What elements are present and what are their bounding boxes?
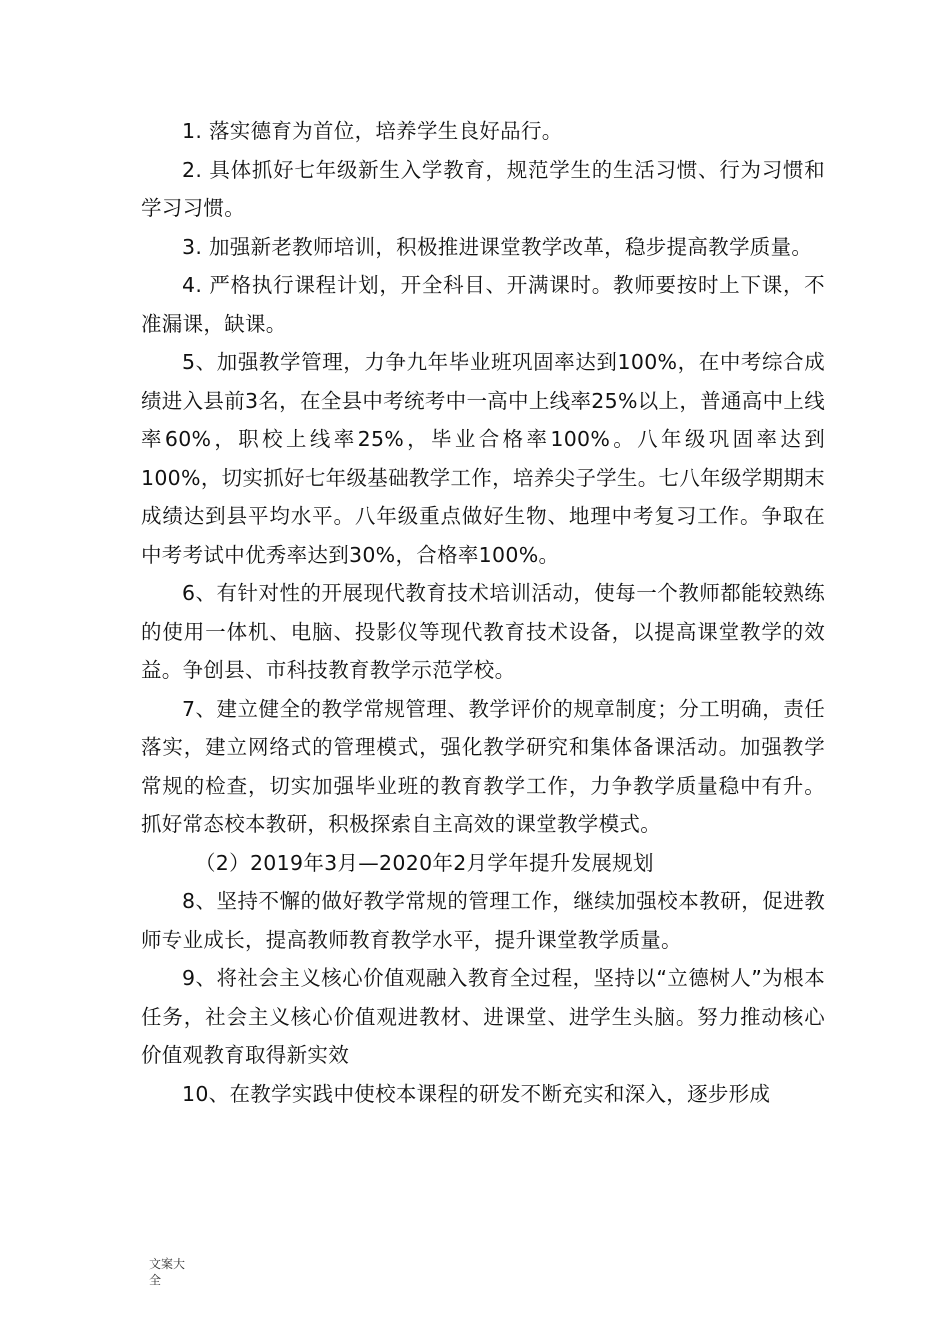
paragraph-5: 5、加强教学管理，力争九年毕业班巩固率达到100%，在中考综合成绩进入县前3名，在全县中考统考中一高中上线率25%以上，普通高中上线率60%，职校上线率25%，毕业合格率100%。八年级巩固率达到100%，切实抓好七年级基础教学工作，培养尖子学生。七八年级学期期末成绩达到县平均水平。八年级重点做好生物、地理中考复习工作。争取在中考考试中优秀率达到30%，合格率100%。: [141, 350, 825, 567]
paragraph-2: 2. 具体抓好七年级新生入学教育，规范学生的生活习惯、行为习惯和学习习惯。: [141, 157, 825, 220]
paragraph-10: 10、在教学实践中使校本课程的研发不断充实和深入，逐步形成: [182, 1081, 771, 1106]
paragraph-1: 1. 落实德育为首位，培养学生良好品行。: [182, 119, 563, 143]
section-heading: （2）2019年3月—2020年2月学年提升发展规划: [195, 850, 654, 875]
page-footer: 文案大全: [149, 1257, 186, 1287]
paragraph-6: 6、有针对性的开展现代教育技术培训活动，使每一个教师都能较熟练的使用一体机、电脑、投影仪等现代教育技术设备，以提高课堂教学的效益。争创县、市科技教育教学示范学校。: [141, 581, 825, 682]
paragraph-3: 3. 加强新老教师培训，积极推进课堂教学改革，稳步提高教学质量。: [182, 234, 813, 259]
paragraph-9: 9、将社会主义核心价值观融入教育全过程，坚持以“立德树人”为根本任务，社会主义核心价值观进教材、进课堂、进学生头脑。努力推动核心价值观教育取得新实效: [141, 966, 825, 1067]
paragraph-8: 8、坚持不懈的做好教学常规的管理工作，继续加强校本教研，促进教师专业成长，提高教师教育教学水平，提升课堂教学质量。: [141, 889, 825, 952]
paragraph-4: 4. 严格执行课程计划，开全科目、开满课时。教师要按时上下课，不准漏课，缺课。: [141, 273, 825, 336]
paragraph-7: 7、建立健全的教学常规管理、教学评价的规章制度；分工明确，责任落实，建立网络式的管理模式，强化教学研究和集体备课活动。加强教学常规的检查，切实加强毕业班的教育教学工作，力争教学质量稳中有升。抓好常态校本教研，积极探索自主高效的课堂教学模式。: [141, 696, 825, 836]
document-body: [141, 112, 825, 1113]
